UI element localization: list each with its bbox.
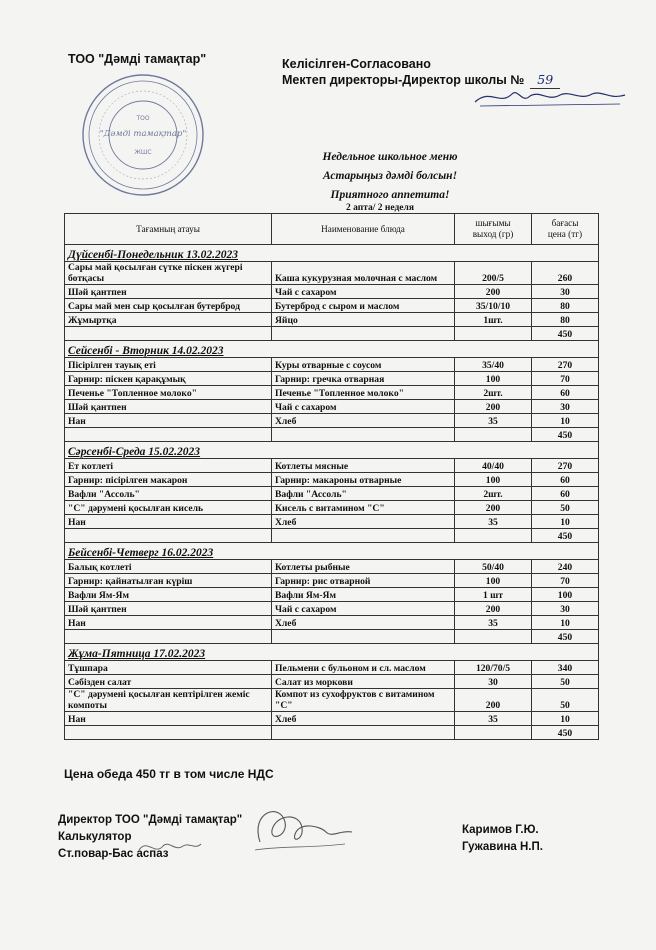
dish-name-kz: Шәй қантпен (65, 285, 272, 299)
header-price-ru: цена (тг) (547, 229, 583, 239)
dish-name-ru: Кисель с витамином "С" (272, 501, 455, 515)
price-note: Цена обеда 450 тг в том числе НДС (64, 767, 274, 781)
dish-name-kz: Нан (65, 712, 272, 726)
week-label: 2 апта/ 2 неделя (346, 203, 414, 213)
menu-greeting-kz: Астарыңыз дәмді болсын! (322, 170, 458, 182)
dish-price: 60 (532, 487, 599, 501)
dish-price: 30 (532, 285, 599, 299)
day-total: 450 (532, 726, 599, 740)
approval-label: Келісілген-Согласовано (282, 57, 431, 71)
table-row (65, 560, 599, 574)
dish-name-kz: Нан (65, 616, 272, 630)
header-output-kz: шығымы (475, 218, 511, 228)
empty-cell (65, 630, 272, 644)
dish-price: 60 (532, 473, 599, 487)
empty-cell (65, 428, 272, 442)
dish-price: 10 (532, 414, 599, 428)
day-header-row (65, 543, 599, 560)
empty-cell (455, 529, 532, 543)
dish-output: 1шт. (455, 313, 532, 327)
table-row (65, 602, 599, 616)
dish-name-ru: Каша кукурузная молочная с маслом (272, 262, 455, 285)
dish-name-ru: Печенье "Топленное молоко" (272, 386, 455, 400)
header-output (455, 214, 532, 245)
table-row (65, 358, 599, 372)
dish-price: 80 (532, 313, 599, 327)
day-total: 450 (532, 428, 599, 442)
footer-calculator: Калькулятор (58, 831, 132, 843)
dish-output: 1 шт (455, 588, 532, 602)
table-row (65, 501, 599, 515)
table-row (65, 515, 599, 529)
director-signature-image (470, 86, 630, 108)
dish-name-ru: Хлеб (272, 515, 455, 529)
dish-price: 270 (532, 459, 599, 473)
footer-name-2: Гужавина Н.П. (462, 841, 543, 853)
menu-table (64, 213, 599, 740)
dish-output: 100 (455, 473, 532, 487)
dish-output: 100 (455, 372, 532, 386)
dish-name-ru: Куры отварные с соусом (272, 358, 455, 372)
dish-output: 200 (455, 400, 532, 414)
table-row (65, 299, 599, 313)
day-title: Сәрсенбі-Среда 15.02.2023 (65, 442, 599, 459)
header-name-kz: Тағамның атауы (65, 214, 272, 245)
empty-cell (455, 726, 532, 740)
dish-name-kz: Гарнир: піскен қарақұмық (65, 372, 272, 386)
dish-name-kz: Шәй қантпен (65, 602, 272, 616)
table-row (65, 675, 599, 689)
dish-name-ru: Бутерброд с сыром и маслом (272, 299, 455, 313)
table-row (65, 689, 599, 712)
table-row (65, 574, 599, 588)
dish-output: 35 (455, 616, 532, 630)
stamp-text-top: ТОО (136, 115, 150, 122)
header-output-ru: выход (гр) (472, 229, 514, 239)
dish-name-kz: Гарнир: пісірілген макарон (65, 473, 272, 487)
dish-price: 80 (532, 299, 599, 313)
day-total: 450 (532, 529, 599, 543)
table-row (65, 661, 599, 675)
dish-name-ru: Хлеб (272, 414, 455, 428)
dish-name-ru: Вафли "Ассоль" (272, 487, 455, 501)
dish-output: 2шт. (455, 487, 532, 501)
dish-name-ru: Вафли Ям-Ям (272, 588, 455, 602)
table-row (65, 712, 599, 726)
dish-output: 40/40 (455, 459, 532, 473)
dish-price: 30 (532, 400, 599, 414)
dish-name-kz: Пісірілген тауық еті (65, 358, 272, 372)
dish-price: 60 (532, 386, 599, 400)
table-row (65, 372, 599, 386)
dish-price: 70 (532, 372, 599, 386)
table-row (65, 588, 599, 602)
day-total-row (65, 428, 599, 442)
company-name: ТОО "Дәмді тамақтар" (68, 52, 207, 66)
day-total: 450 (532, 327, 599, 341)
table-header-row (65, 214, 599, 245)
dish-name-kz: Печенье "Топленное молоко" (65, 386, 272, 400)
table-row (65, 386, 599, 400)
table-row (65, 285, 599, 299)
header-name-ru: Наименование блюда (272, 214, 455, 245)
dish-output: 200 (455, 501, 532, 515)
approval-block (282, 56, 560, 89)
director-title: Мектеп директоры-Директор школы № (282, 73, 525, 87)
day-header-row (65, 442, 599, 459)
dish-name-ru: Чай с сахаром (272, 285, 455, 299)
day-header-row (65, 644, 599, 661)
company-stamp (80, 72, 206, 198)
dish-output: 120/70/5 (455, 661, 532, 675)
dish-name-ru: Хлеб (272, 712, 455, 726)
dish-output: 100 (455, 574, 532, 588)
dish-name-kz: Нан (65, 515, 272, 529)
dish-output: 35 (455, 712, 532, 726)
footer-cook: Ст.повар-Бас аспаз (58, 848, 169, 860)
dish-name-kz: "С" дәрумені қосылған кисель (65, 501, 272, 515)
dish-price: 270 (532, 358, 599, 372)
dish-name-kz: Гарнир: қайнатылған күріш (65, 574, 272, 588)
empty-cell (65, 529, 272, 543)
table-row (65, 487, 599, 501)
dish-name-kz: Тұшпара (65, 661, 272, 675)
day-total-row (65, 726, 599, 740)
empty-cell (455, 327, 532, 341)
empty-cell (65, 726, 272, 740)
header-price (532, 214, 599, 245)
day-title: Жұма-Пятница 17.02.2023 (65, 644, 599, 661)
dish-name-ru: Котлеты мясные (272, 459, 455, 473)
dish-name-ru: Яйцо (272, 313, 455, 327)
dish-output: 200/5 (455, 262, 532, 285)
dish-price: 50 (532, 675, 599, 689)
dish-name-ru: Пельмени с бульоном и сл. маслом (272, 661, 455, 675)
stamp-text-name: "Дәмді тамақтар" (99, 129, 187, 139)
footer-names (462, 822, 543, 856)
dish-name-ru: Котлеты рыбные (272, 560, 455, 574)
day-title: Сейсенбі - Вторник 14.02.2023 (65, 341, 599, 358)
dish-output: 50/40 (455, 560, 532, 574)
table-row (65, 313, 599, 327)
empty-cell (65, 327, 272, 341)
dish-name-kz: "С" дәрумені қосылған кептірілген жеміс компоты (65, 689, 272, 712)
menu-titles (290, 148, 490, 205)
day-title: Бейсенбі-Четверг 16.02.2023 (65, 543, 599, 560)
empty-cell (455, 428, 532, 442)
empty-cell (455, 630, 532, 644)
director-signature (240, 802, 360, 862)
dish-name-kz: Вафли "Ассоль" (65, 487, 272, 501)
dish-name-ru: Хлеб (272, 616, 455, 630)
school-number: 59 (530, 72, 560, 89)
dish-price: 50 (532, 689, 599, 712)
dish-name-ru: Гарнир: макароны отварные (272, 473, 455, 487)
dish-output: 35/10/10 (455, 299, 532, 313)
table-row (65, 262, 599, 285)
empty-cell (272, 327, 455, 341)
dish-name-ru: Гарнир: гречка отварная (272, 372, 455, 386)
day-title: Дүйсенбі-Понедельник 13.02.2023 (65, 245, 599, 262)
dish-name-ru: Компот из сухофруктов с витамином "С" (272, 689, 455, 712)
table-row (65, 414, 599, 428)
table-row (65, 459, 599, 473)
dish-name-kz: Нан (65, 414, 272, 428)
footer-name-1: Каримов Г.Ю. (462, 824, 539, 836)
dish-name-kz: Сары май қосылған сүтке піскен жүгері ботқасы (65, 262, 272, 285)
dish-price: 30 (532, 602, 599, 616)
dish-output: 200 (455, 285, 532, 299)
dish-name-kz: Сәбізден салат (65, 675, 272, 689)
dish-price: 100 (532, 588, 599, 602)
dish-price: 10 (532, 515, 599, 529)
calculator-signature (135, 836, 205, 858)
footer-director: Директор ТОО "Дәмді тамақтар" (58, 814, 243, 826)
dish-output: 30 (455, 675, 532, 689)
dish-price: 10 (532, 712, 599, 726)
day-header-row (65, 341, 599, 358)
empty-cell (272, 529, 455, 543)
dish-name-kz: Жұмыртқа (65, 313, 272, 327)
dish-price: 10 (532, 616, 599, 630)
dish-output: 35/40 (455, 358, 532, 372)
table-row (65, 616, 599, 630)
dish-output: 2шт. (455, 386, 532, 400)
dish-name-kz: Сары май мен сыр қосылған бутерброд (65, 299, 272, 313)
dish-name-ru: Гарнир: рис отварной (272, 574, 455, 588)
dish-name-ru: Чай с сахаром (272, 400, 455, 414)
dish-price: 70 (532, 574, 599, 588)
dish-price: 260 (532, 262, 599, 285)
dish-output: 200 (455, 689, 532, 712)
dish-price: 240 (532, 560, 599, 574)
dish-name-kz: Шәй қантпен (65, 400, 272, 414)
header-price-kz: бағасы (551, 218, 579, 228)
dish-name-kz: Ет котлеті (65, 459, 272, 473)
dish-name-kz: Балық котлеті (65, 560, 272, 574)
empty-cell (272, 428, 455, 442)
stamp-text-bottom: ЖШС (134, 149, 152, 156)
day-header-row (65, 245, 599, 262)
dish-name-ru: Салат из моркови (272, 675, 455, 689)
day-total: 450 (532, 630, 599, 644)
menu-body (65, 245, 599, 740)
empty-cell (272, 726, 455, 740)
dish-name-ru: Чай с сахаром (272, 602, 455, 616)
day-total-row (65, 630, 599, 644)
dish-name-kz: Вафли Ям-Ям (65, 588, 272, 602)
empty-cell (272, 630, 455, 644)
dish-price: 340 (532, 661, 599, 675)
dish-output: 35 (455, 414, 532, 428)
table-row (65, 400, 599, 414)
menu-title: Недельное школьное меню (322, 151, 458, 163)
menu-greeting-ru: Приятного аппетита! (330, 189, 450, 201)
dish-output: 35 (455, 515, 532, 529)
day-total-row (65, 529, 599, 543)
dish-price: 50 (532, 501, 599, 515)
dish-output: 200 (455, 602, 532, 616)
table-row (65, 473, 599, 487)
day-total-row (65, 327, 599, 341)
